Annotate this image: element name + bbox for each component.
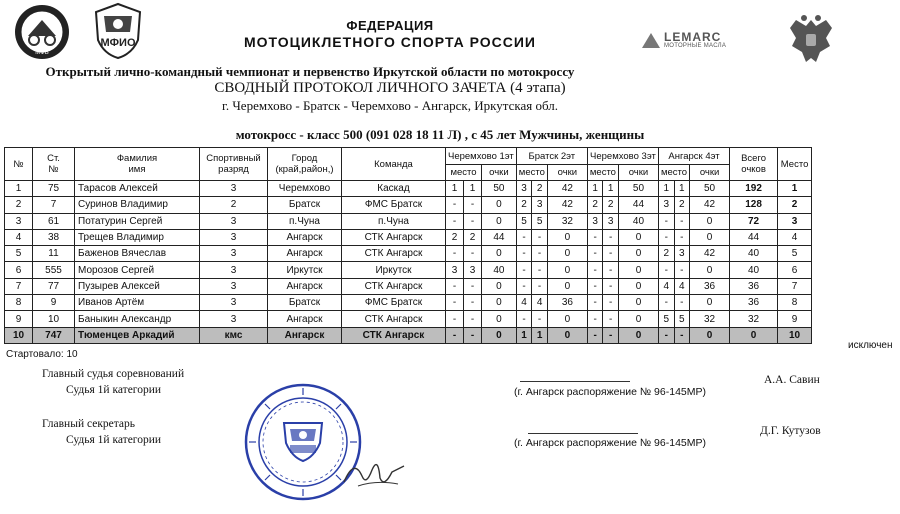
stage-2-place-b: -	[532, 311, 548, 327]
header-stage-2-place: место	[516, 165, 547, 181]
header-team: Команда	[342, 148, 446, 181]
start-number: 75	[33, 181, 75, 197]
header-num: №	[5, 148, 33, 181]
double-headed-eagle-emblem-icon	[786, 12, 836, 64]
start-number: 77	[33, 278, 75, 294]
stage-4-place-b: -	[674, 213, 690, 229]
stage-3-place-b: -	[603, 246, 619, 262]
header-stage-1: Черемхово 1эт	[446, 148, 517, 165]
team: СТК Ангарск	[342, 246, 446, 262]
federation-emblem-logo	[14, 4, 70, 60]
stage-2-points: 0	[547, 246, 587, 262]
team: СТК Ангарск	[342, 311, 446, 327]
final-place: 8	[778, 295, 812, 311]
secretary-order: (г. Ангарск распоряжение № 96-145МР)	[514, 437, 706, 449]
stage-4-points: 0	[690, 262, 730, 278]
stage-3-place-a: 2	[587, 197, 603, 213]
sport-rank: 3	[200, 278, 268, 294]
stage-3-place-b: -	[603, 327, 619, 343]
athlete-name: Тарасов Алексей	[75, 181, 200, 197]
stage-1-place-b: -	[464, 327, 482, 343]
stage-3-points: 0	[618, 278, 658, 294]
header-stage-4-place: место	[658, 165, 689, 181]
secretary-category: Судья 1й категории	[66, 434, 162, 446]
stage-4-place-b: 1	[674, 181, 690, 197]
sport-rank: кмс	[200, 327, 268, 343]
stage-1-place-b: -	[464, 295, 482, 311]
stage-1-place-a: -	[446, 213, 464, 229]
total-points: 128	[730, 197, 778, 213]
federation-title-line2: МОТОЦИКЛЕТНОГО СПОРТА РОССИИ	[244, 34, 536, 50]
secretary-signature-line	[528, 433, 638, 434]
location-line: г. Черемхово - Братск - Черемхово - Ангарск, Иркутская обл.	[221, 98, 559, 113]
stage-4-points: 0	[690, 213, 730, 229]
table-row	[5, 229, 812, 245]
protocol-title: СВОДНЫЙ ПРОТОКОЛ ЛИЧНОГО ЗАЧЕТА (4 этапа)	[214, 80, 566, 96]
stage-2-place-a: -	[516, 278, 532, 294]
stage-1-place-b: -	[464, 278, 482, 294]
table-row	[5, 295, 812, 311]
class-line: мотокросс - класс 500 (091 028 18 11 Л) , с 45 лет Мужчины, женщины	[235, 127, 645, 142]
sport-rank: 2	[200, 197, 268, 213]
lemarc-brand: LEMARC	[664, 30, 722, 44]
stage-2-place-a: -	[516, 229, 532, 245]
stage-2-points: 0	[547, 327, 587, 343]
total-points: 40	[730, 246, 778, 262]
stage-2-place-b: -	[532, 229, 548, 245]
team: Иркутск	[342, 262, 446, 278]
start-number: 61	[33, 213, 75, 229]
row-num: 8	[5, 295, 33, 311]
stage-4-place-b: -	[674, 229, 690, 245]
secretary-name: Д.Г. Кутузов	[760, 425, 821, 437]
results-body	[5, 181, 812, 344]
team: Каскад	[342, 181, 446, 197]
athlete-name: Пузырев Алексей	[75, 278, 200, 294]
table-row	[5, 181, 812, 197]
stage-4-points: 36	[690, 278, 730, 294]
table-row	[5, 327, 812, 343]
stage-4-place-a: -	[658, 295, 674, 311]
final-place: 7	[778, 278, 812, 294]
stage-1-place-a: -	[446, 327, 464, 343]
stage-2-place-b: 2	[532, 181, 548, 197]
excluded-note: исключен	[848, 340, 893, 351]
stage-2-points: 42	[547, 181, 587, 197]
final-place: 10	[778, 327, 812, 343]
stage-1-place-a: 2	[446, 229, 464, 245]
stage-4-place-b: 4	[674, 278, 690, 294]
total-points: 72	[730, 213, 778, 229]
stage-2-points: 36	[547, 295, 587, 311]
final-place: 1	[778, 181, 812, 197]
header-total: Всего очков	[730, 148, 778, 181]
sport-rank: 3	[200, 213, 268, 229]
header-place: Место	[778, 148, 812, 181]
stage-1-place-a: -	[446, 278, 464, 294]
city: Иркутск	[268, 262, 342, 278]
team: СТК Ангарск	[342, 229, 446, 245]
stage-1-place-b: -	[464, 213, 482, 229]
stage-2-points: 0	[547, 278, 587, 294]
header-city: Город (край,район,)	[268, 148, 342, 181]
stage-3-place-a: -	[587, 295, 603, 311]
row-num: 4	[5, 229, 33, 245]
stage-3-place-a: -	[587, 262, 603, 278]
stage-2-place-a: 2	[516, 197, 532, 213]
row-num: 5	[5, 246, 33, 262]
stage-3-points: 0	[618, 327, 658, 343]
athlete-name: Морозов Сергей	[75, 262, 200, 278]
final-place: 3	[778, 213, 812, 229]
city: Братск	[268, 197, 342, 213]
header-stage-1-points: очки	[482, 165, 517, 181]
city: Ангарск	[268, 311, 342, 327]
athlete-name: Иванов Артём	[75, 295, 200, 311]
start-number: 747	[33, 327, 75, 343]
city: п.Чуна	[268, 213, 342, 229]
row-num: 2	[5, 197, 33, 213]
city: Братск	[268, 295, 342, 311]
stage-3-points: 0	[618, 246, 658, 262]
stage-2-place-b: 4	[532, 295, 548, 311]
stage-3-place-a: 1	[587, 181, 603, 197]
stage-3-place-b: 1	[603, 181, 619, 197]
stage-4-place-a: 5	[658, 311, 674, 327]
chief-judge-category: Судья 1й категории	[66, 384, 162, 396]
final-place: 5	[778, 246, 812, 262]
stage-3-place-b: -	[603, 295, 619, 311]
athlete-name: Тюменцев Аркадий	[75, 327, 200, 343]
stage-4-place-b: -	[674, 327, 690, 343]
stage-1-place-b: 1	[464, 181, 482, 197]
row-num: 1	[5, 181, 33, 197]
stage-4-points: 0	[690, 295, 730, 311]
stage-1-place-b: -	[464, 246, 482, 262]
stage-1-points: 0	[482, 327, 517, 343]
header-stage-3-points: очки	[618, 165, 658, 181]
row-num: 6	[5, 262, 33, 278]
team: ФМС Братск	[342, 197, 446, 213]
stage-3-place-b: -	[603, 278, 619, 294]
header-stage-4-points: очки	[690, 165, 730, 181]
stage-2-points: 0	[547, 229, 587, 245]
team: СТК Ангарск	[342, 327, 446, 343]
stage-3-points: 0	[618, 295, 658, 311]
championship-title: Открытый лично-командный чемпионат и первенство Иркутской области по мотокроссу	[45, 64, 575, 79]
stage-3-place-a: -	[587, 278, 603, 294]
stage-2-place-b: -	[532, 278, 548, 294]
stage-1-points: 0	[482, 295, 517, 311]
stage-2-place-a: -	[516, 246, 532, 262]
stage-4-points: 42	[690, 197, 730, 213]
stage-1-place-a: -	[446, 246, 464, 262]
stage-4-place-a: -	[658, 229, 674, 245]
total-points: 0	[730, 327, 778, 343]
stage-1-points: 0	[482, 278, 517, 294]
stage-3-points: 40	[618, 213, 658, 229]
header-name: Фамилия имя	[75, 148, 200, 181]
stage-3-place-b: -	[603, 229, 619, 245]
stage-1-points: 44	[482, 229, 517, 245]
total-points: 192	[730, 181, 778, 197]
stage-3-place-b: 3	[603, 213, 619, 229]
stage-4-place-b: 5	[674, 311, 690, 327]
stage-4-place-a: -	[658, 213, 674, 229]
stage-4-place-b: 3	[674, 246, 690, 262]
sport-rank: 3	[200, 229, 268, 245]
lemarc-mark-icon	[640, 30, 662, 52]
stage-3-place-b: -	[603, 262, 619, 278]
team: ФМС Братск	[342, 295, 446, 311]
sport-rank: 3	[200, 181, 268, 197]
stage-4-place-b: -	[674, 295, 690, 311]
header-start-no: Ст. №	[33, 148, 75, 181]
final-place: 9	[778, 311, 812, 327]
lemarc-subtitle: МОТОРНЫЕ МАСЛА	[664, 43, 727, 49]
total-points: 36	[730, 278, 778, 294]
city: Ангарск	[268, 278, 342, 294]
stage-3-points: 0	[618, 262, 658, 278]
table-row	[5, 278, 812, 294]
header-rank: Спортивный разряд	[200, 148, 268, 181]
stage-4-place-a: 1	[658, 181, 674, 197]
stage-2-place-b: -	[532, 246, 548, 262]
city: Черемхово	[268, 181, 342, 197]
svg-text:МФВ: МФВ	[35, 50, 49, 56]
stage-3-points: 50	[618, 181, 658, 197]
stage-1-place-a: -	[446, 311, 464, 327]
stage-2-place-b: 5	[532, 213, 548, 229]
total-points: 32	[730, 311, 778, 327]
stage-2-place-a: 4	[516, 295, 532, 311]
start-number: 10	[33, 311, 75, 327]
stage-2-place-b: 1	[532, 327, 548, 343]
sport-rank: 3	[200, 311, 268, 327]
stage-1-points: 0	[482, 213, 517, 229]
stage-2-place-a: 3	[516, 181, 532, 197]
row-num: 3	[5, 213, 33, 229]
lemarc-logo	[640, 30, 735, 54]
athlete-name: Баныкин Александр	[75, 311, 200, 327]
stage-4-points: 50	[690, 181, 730, 197]
table-row	[5, 213, 812, 229]
team: СТК Ангарск	[342, 278, 446, 294]
stage-1-place-a: -	[446, 295, 464, 311]
stage-4-place-b: 2	[674, 197, 690, 213]
final-place: 2	[778, 197, 812, 213]
stage-3-place-a: -	[587, 311, 603, 327]
final-place: 6	[778, 262, 812, 278]
stage-1-place-a: -	[446, 197, 464, 213]
stage-3-points: 0	[618, 229, 658, 245]
stage-4-place-a: -	[658, 327, 674, 343]
stage-1-points: 0	[482, 246, 517, 262]
started-count: Стартовало: 10	[6, 349, 78, 360]
stage-1-points: 0	[482, 311, 517, 327]
stage-3-place-a: -	[587, 229, 603, 245]
stage-4-points: 0	[690, 229, 730, 245]
results-table	[4, 147, 812, 344]
total-points: 44	[730, 229, 778, 245]
start-number: 555	[33, 262, 75, 278]
chief-judge-name: А.А. Савин	[764, 374, 820, 386]
start-number: 7	[33, 197, 75, 213]
stage-4-place-a: 4	[658, 278, 674, 294]
athlete-name: Трещев Владимир	[75, 229, 200, 245]
stage-3-place-a: -	[587, 327, 603, 343]
federation-title	[200, 18, 580, 50]
stage-2-place-a: -	[516, 311, 532, 327]
stage-2-place-b: -	[532, 262, 548, 278]
table-row	[5, 262, 812, 278]
stage-1-points: 0	[482, 197, 517, 213]
stage-1-place-a: 3	[446, 262, 464, 278]
table-row	[5, 311, 812, 327]
row-num: 10	[5, 327, 33, 343]
svg-text:МФИО: МФИО	[100, 37, 136, 49]
mfio-shield-logo	[92, 2, 144, 60]
team: п.Чуна	[342, 213, 446, 229]
final-place: 4	[778, 229, 812, 245]
stage-3-points: 44	[618, 197, 658, 213]
city: Ангарск	[268, 229, 342, 245]
table-row	[5, 197, 812, 213]
city: Ангарск	[268, 246, 342, 262]
stage-1-place-a: 1	[446, 181, 464, 197]
stage-2-points: 32	[547, 213, 587, 229]
stage-1-place-b: 3	[464, 262, 482, 278]
sport-rank: 3	[200, 295, 268, 311]
chief-judge-signature-line	[520, 381, 630, 382]
athlete-name: Баженов Вячеслав	[75, 246, 200, 262]
stage-2-place-a: -	[516, 262, 532, 278]
chief-judge-order: (г. Ангарск распоряжение № 96-145МР)	[514, 386, 706, 398]
stage-2-points: 0	[547, 262, 587, 278]
stage-3-place-a: -	[587, 246, 603, 262]
stage-4-points: 42	[690, 246, 730, 262]
stage-1-points: 40	[482, 262, 517, 278]
header-stage-1-place: место	[446, 165, 482, 181]
header-stage-4: Ангарск 4эт	[658, 148, 729, 165]
stage-4-place-b: -	[674, 262, 690, 278]
total-points: 40	[730, 262, 778, 278]
stage-3-points: 0	[618, 311, 658, 327]
total-points: 36	[730, 295, 778, 311]
stage-2-place-a: 5	[516, 213, 532, 229]
stage-3-place-b: 2	[603, 197, 619, 213]
header-stage-3: Черемхово 3эт	[587, 148, 658, 165]
stage-1-place-b: -	[464, 311, 482, 327]
athlete-name: Потатурин Сергей	[75, 213, 200, 229]
stage-1-place-b: 2	[464, 229, 482, 245]
stage-4-place-a: 2	[658, 246, 674, 262]
sport-rank: 3	[200, 246, 268, 262]
stage-4-place-a: 3	[658, 197, 674, 213]
stage-2-place-a: 1	[516, 327, 532, 343]
city: Ангарск	[268, 327, 342, 343]
stage-4-place-a: -	[658, 262, 674, 278]
handwritten-signature	[340, 452, 410, 492]
stage-4-points: 32	[690, 311, 730, 327]
stage-1-points: 50	[482, 181, 517, 197]
stage-2-place-b: 3	[532, 197, 548, 213]
header-stage-3-place: место	[587, 165, 618, 181]
header-stage-2: Братск 2эт	[516, 148, 587, 165]
stage-3-place-b: -	[603, 311, 619, 327]
start-number: 9	[33, 295, 75, 311]
stage-2-points: 42	[547, 197, 587, 213]
row-num: 7	[5, 278, 33, 294]
table-row	[5, 246, 812, 262]
stage-3-place-a: 3	[587, 213, 603, 229]
chief-judge-title: Главный судья соревнований	[42, 368, 185, 380]
stage-2-points: 0	[547, 311, 587, 327]
sport-rank: 3	[200, 262, 268, 278]
start-number: 38	[33, 229, 75, 245]
secretary-title: Главный секретарь	[42, 418, 136, 430]
stage-1-place-b: -	[464, 197, 482, 213]
federation-title-line1: ФЕДЕРАЦИЯ	[346, 18, 434, 33]
start-number: 11	[33, 246, 75, 262]
row-num: 9	[5, 311, 33, 327]
athlete-name: Суринов Владимир	[75, 197, 200, 213]
header-stage-2-points: очки	[547, 165, 587, 181]
stage-4-points: 0	[690, 327, 730, 343]
